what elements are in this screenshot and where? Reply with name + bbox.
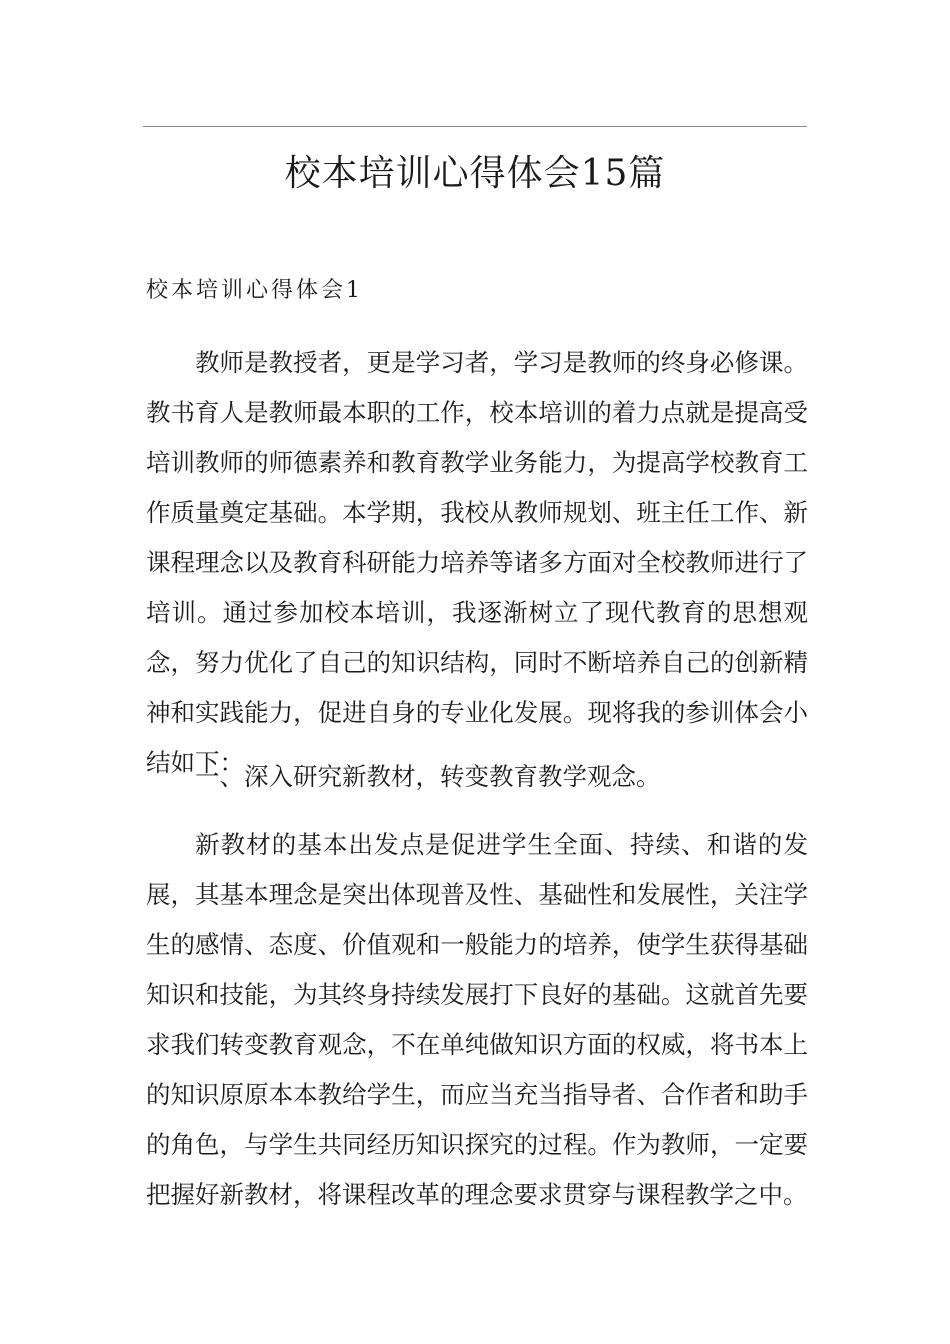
paragraph-block xyxy=(146,338,808,788)
paragraph-block xyxy=(146,752,808,802)
header-divider xyxy=(143,126,807,127)
paragraph: 教师是教授者，更是学习者，学习是教师的终身必修课。教书育人是教师最本职的工作，校本培训的着力点就是提高受培训教师的师德素养和教育教学业务能力，为提高学校教育工作质量奠定基础。本学期，我校从教师规划、班主任工作、新课程理念以及教育科研能力培养等诸多方面对全校教师进行了培训。通过参加校本培训，我逐渐树立了现代教育的思想观念，努力优化了自己的知识结构，同时不断培养自己的创新精神和实践能力，促进自身的专业化发展。现将我的参训体会小结如下： xyxy=(146,348,808,777)
paragraph: 新教材的基本出发点是促进学生全面、持续、和谐的发展，其基本理念是突出体现普及性、基础性和发展性，关注学生的感情、态度、价值观和一般能力的培养，使学生获得基础知识和技能，为其终身持续发展打下良好的基础。这就首先要求我们转变教育观念，不在单纯做知识方面的权威，将书本上的知识原原本本教给学生，而应当充当指导者、合作者和助手的角色，与学生共同经历知识探究的过程。作为教师，一定要把握好新教材，将课程改革的理念要求贯穿与课程教学之中。 xyxy=(146,830,808,1209)
subheading-paragraph: 一、深入研究新教材，转变教育教学观念。 xyxy=(195,762,661,791)
document-title: 校本培训心得体会15篇 xyxy=(284,153,666,194)
paragraph-block xyxy=(146,820,808,1220)
section-heading: 校本培训心得体会1 xyxy=(146,278,363,303)
